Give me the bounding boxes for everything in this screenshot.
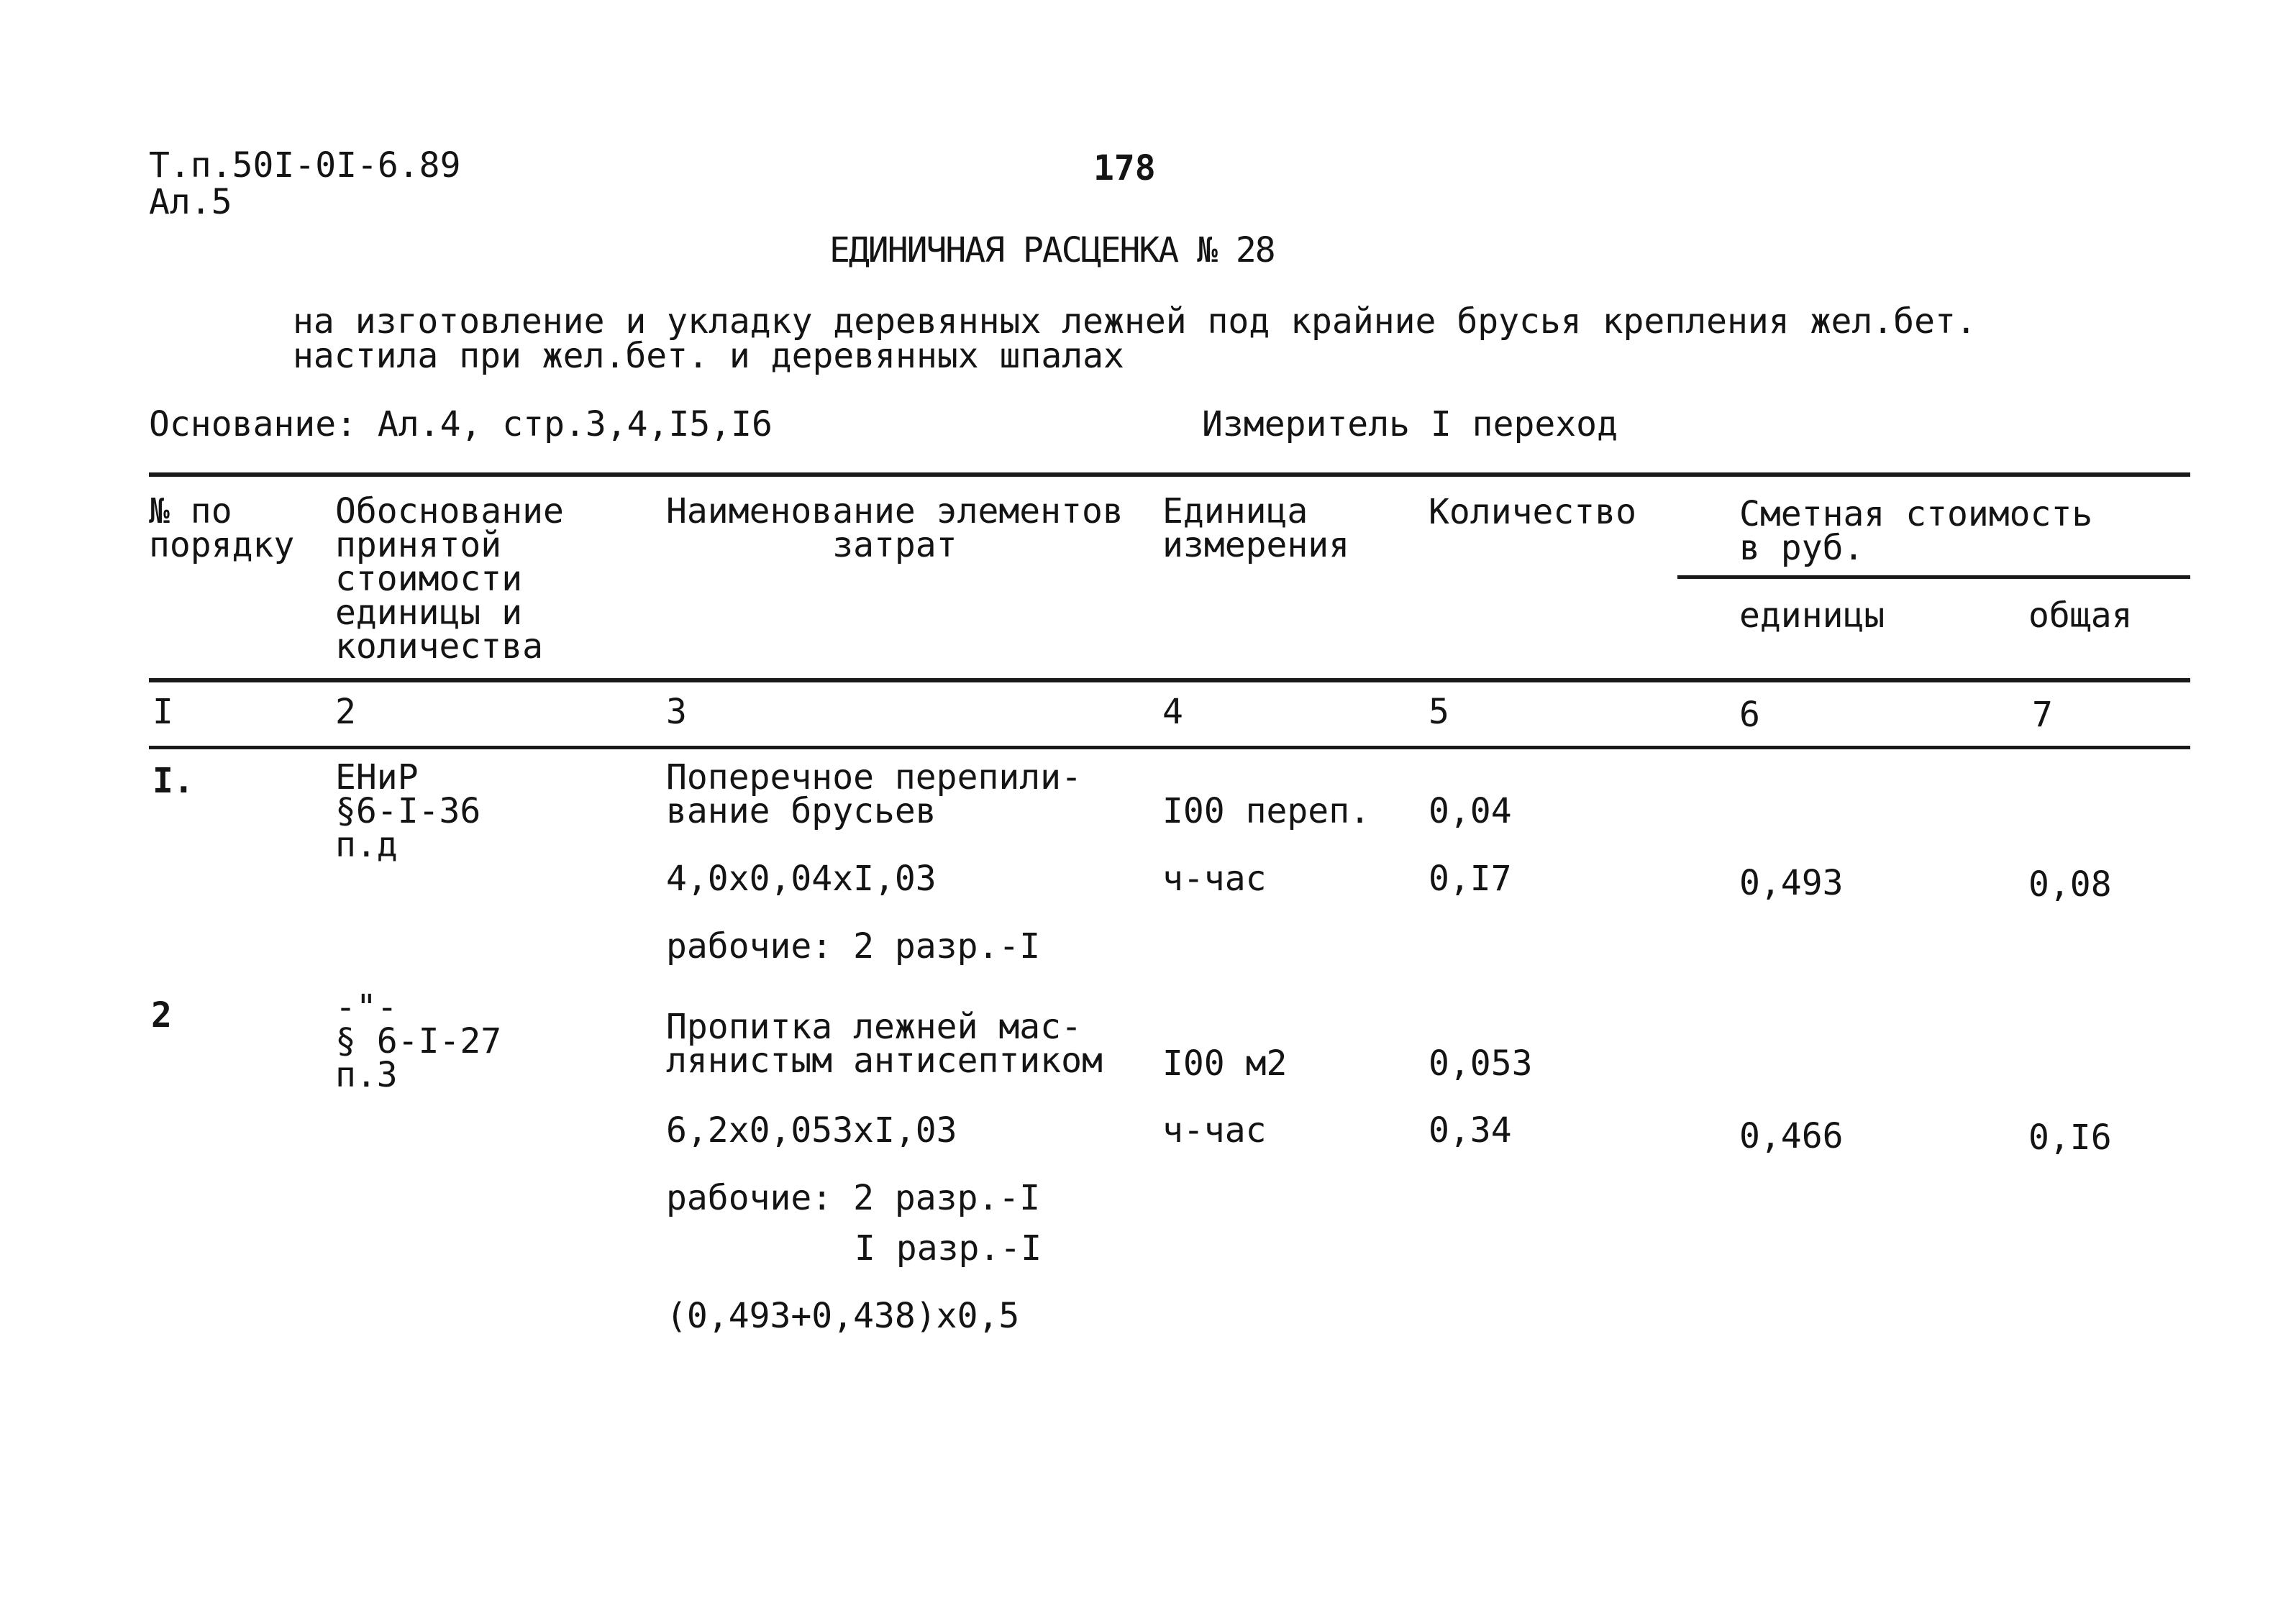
row-calc-quantity: 0,I7 [1429,859,1512,899]
row-unit-cost: 0,466 [1739,1116,1844,1156]
album-number: Ал.5 [149,182,232,222]
subtitle-line-2: настила при жел.бет. и деревянных шпалах [293,336,1124,376]
basis-text: Основание: Ал.4, стр.3,4,I5,I6 [149,404,773,444]
page-title: ЕДИНИЧНАЯ РАСЦЕНКА № 28 [829,230,1275,270]
row-cost-element-name: Поперечное перепили- вание брусьев [666,757,1082,831]
row-unit: I00 м2 [1162,1043,1288,1084]
cost-group-rule [1677,575,2190,579]
col-header-3: Наименование элементов затрат [666,491,1124,565]
header-bottom-rule [149,678,2190,682]
row-formula: (0,493+0,438)х0,5 [666,1296,1020,1336]
column-number: 6 [1739,695,1760,735]
row-calculation: 6,2х0,053хI,03 [666,1110,957,1151]
subtitle-line-1: на изготовление и укладку деревянных лежней под крайние брусья крепления жел.бет. [293,301,1977,342]
col-header-4: Единица измерения [1162,491,1350,565]
meter-text: Измеритель I переход [1202,404,1618,444]
column-number: I [152,692,173,732]
row-basis: -"- § 6-I-27 п.3 [335,987,502,1095]
row-basis: ЕНиР §6-I-36 п.д [335,757,481,865]
row-workers-secondary: I разр.-I [855,1228,1042,1269]
row-quantity: 0,053 [1429,1043,1533,1084]
row-cost-element-name: Пропитка лежней мас- лянистым антисептиком [666,1007,1103,1081]
column-number: 4 [1162,692,1183,732]
column-number: 7 [2032,695,2053,735]
row-unit-cost: 0,493 [1739,863,1844,903]
document-reference: Т.п.50I-0I-6.89 [149,145,461,186]
col-header-2: Обоснование принятой стоимости единицы и количества [335,491,564,667]
row-total-cost: 0,08 [2028,864,2112,905]
row-calc-unit: ч-час [1162,1110,1267,1151]
col-header-6: единицы [1739,595,1885,636]
table-top-rule [149,472,2190,477]
column-number-rule [149,746,2190,749]
page-number: 178 [1093,148,1156,188]
column-number: 5 [1429,692,1449,732]
row-workers: рабочие: 2 разр.-I [666,1178,1041,1218]
row-number: 2 [151,995,172,1036]
column-number: 3 [666,692,687,732]
col-header-7: общая [2028,595,2133,636]
row-number: I. [152,761,194,801]
row-calc-unit: ч-час [1162,859,1267,899]
col-header-1: № по порядку [149,491,295,565]
row-total-cost: 0,I6 [2028,1117,2112,1158]
column-number: 2 [335,692,356,732]
row-calculation: 4,0х0,04хI,03 [666,859,937,899]
row-unit: I00 переп. [1162,791,1370,831]
col-header-5: Количество [1429,492,1636,532]
col-header-6-group: Сметная стоимость в руб. [1739,494,2093,568]
row-quantity: 0,04 [1429,791,1512,831]
row-workers: рабочие: 2 разр.-I [666,926,1041,966]
row-calc-quantity: 0,34 [1429,1110,1512,1151]
